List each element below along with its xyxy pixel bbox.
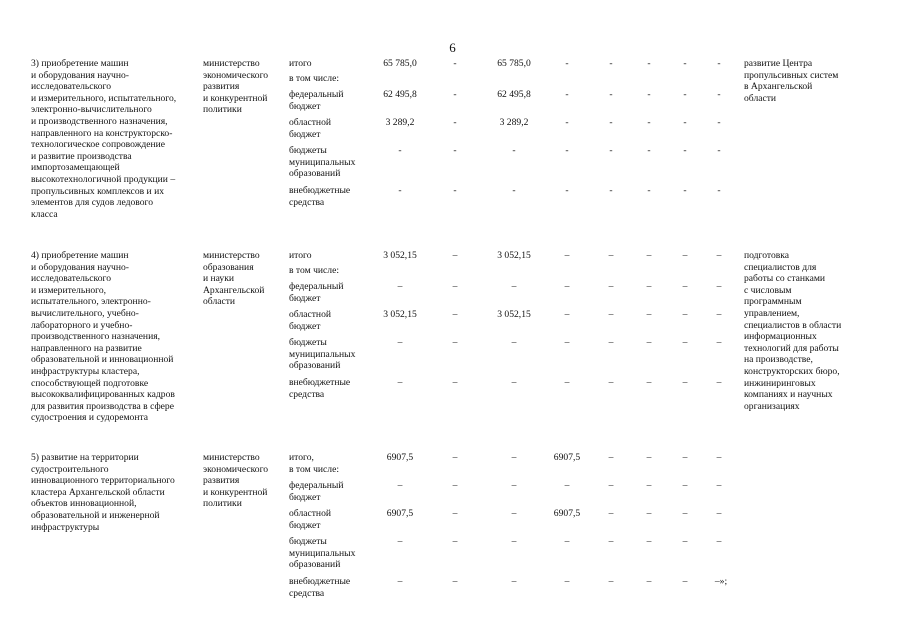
value-cell: –	[452, 377, 458, 388]
value-cell: -	[609, 185, 613, 196]
value-cell: –	[608, 309, 614, 320]
source-cell: федеральный бюджет	[289, 480, 344, 503]
value-cell: -	[453, 58, 457, 69]
value-cell: -	[565, 58, 569, 69]
value-cell: -	[453, 185, 457, 196]
value-cell: –	[511, 508, 517, 519]
value-cell: –	[682, 309, 688, 320]
value-cell: -	[512, 145, 516, 156]
value-cell: –	[646, 377, 652, 388]
value-cell: 3 052,15	[383, 309, 417, 320]
value-cell: –	[608, 508, 614, 519]
value-cell: -	[565, 117, 569, 128]
value-cell: –	[682, 508, 688, 519]
value-cell: –	[511, 536, 517, 547]
value-cell: -	[453, 117, 457, 128]
source-cell: федеральный бюджет	[289, 89, 344, 112]
value-cell: –	[452, 309, 458, 320]
value-cell: –	[452, 576, 458, 587]
value-cell: –	[608, 250, 614, 261]
value-cell: –	[511, 452, 517, 463]
value-cell: -	[717, 145, 721, 156]
result-cell: развитие Центра пропульсивных систем в Архангельской области	[744, 58, 839, 104]
source-cell: итого	[289, 250, 312, 261]
source-cell: внебюджетные средства	[289, 185, 351, 208]
value-cell: -	[609, 58, 613, 69]
value-cell: –»;	[714, 576, 728, 587]
value-cell: –	[716, 452, 722, 463]
value-cell: -	[609, 89, 613, 100]
value-cell: -	[453, 145, 457, 156]
result-cell: подготовка специалистов для работы со станками с числовым программным управлением, специалистов в области информационных технологий для работы на производстве, конструкторских бюро, инжиниринговых компаниях и научных организациях	[744, 250, 842, 412]
value-cell: –	[511, 281, 517, 292]
value-cell: –	[452, 480, 458, 491]
value-cell: –	[646, 576, 652, 587]
value-cell: –	[608, 536, 614, 547]
value-cell: –	[452, 337, 458, 348]
value-cell: -	[683, 58, 687, 69]
source-cell: бюджеты муниципальных образований	[289, 145, 356, 180]
value-cell: –	[452, 452, 458, 463]
value-cell: -	[683, 185, 687, 196]
value-cell: -	[717, 58, 721, 69]
value-cell: -	[683, 145, 687, 156]
value-cell: -	[398, 185, 402, 196]
value-cell: –	[564, 250, 570, 261]
value-cell: –	[682, 281, 688, 292]
value-cell: 65 785,0	[383, 58, 417, 69]
value-cell: –	[716, 508, 722, 519]
value-cell: 62 495,8	[383, 89, 417, 100]
measure-cell: 4) приобретение машин и оборудования научно- исследовательского и измерительного, испытательного, электронно- вычислительного, учебно- лабораторного и учебно- производственного назначения, направленного на развитие образовательной и инновационной инфраструктуры кластера, способствующей подготовке высококвалифицированных кадров для развития производства в сфере судостроения и судоремонта	[31, 250, 175, 424]
page-number: 6	[449, 40, 456, 55]
value-cell: –	[608, 377, 614, 388]
value-cell: –	[646, 309, 652, 320]
value-cell: 65 785,0	[497, 58, 531, 69]
value-cell: –	[646, 452, 652, 463]
value-cell: -	[647, 58, 651, 69]
value-cell: –	[682, 452, 688, 463]
value-cell: –	[397, 480, 403, 491]
value-cell: –	[397, 536, 403, 547]
value-cell: -	[609, 117, 613, 128]
value-cell: 3 052,15	[383, 250, 417, 261]
value-cell: –	[452, 281, 458, 292]
value-cell: –	[564, 480, 570, 491]
value-cell: –	[608, 452, 614, 463]
value-cell: -	[647, 145, 651, 156]
source-cell: в том числе:	[289, 265, 340, 276]
value-cell: –	[511, 576, 517, 587]
value-cell: –	[716, 309, 722, 320]
value-cell: –	[646, 480, 652, 491]
value-cell: –	[564, 337, 570, 348]
value-cell: –	[716, 337, 722, 348]
value-cell: -	[398, 145, 402, 156]
value-cell: –	[716, 281, 722, 292]
value-cell: –	[452, 250, 458, 261]
value-cell: 6907,5	[553, 452, 581, 463]
value-cell: –	[511, 337, 517, 348]
value-cell: -	[717, 117, 721, 128]
value-cell: -	[717, 185, 721, 196]
value-cell: –	[564, 576, 570, 587]
value-cell: -	[647, 117, 651, 128]
value-cell: –	[564, 309, 570, 320]
measure-cell: 3) приобретение машин и оборудования научно- исследовательского и измерительного, испытательного, электронно-вычислительного и производственного назначения, направленного на конструкторско- технологическое сопровождение и развитие производства импортозамещающей высокотехнологичной продукции – пропульсивных комплексов и их элементов для судов ледового класса	[31, 58, 177, 220]
value-cell: -	[683, 89, 687, 100]
source-cell: бюджеты муниципальных образований	[289, 536, 356, 571]
source-cell: внебюджетные средства	[289, 576, 351, 599]
value-cell: -	[647, 89, 651, 100]
value-cell: –	[397, 281, 403, 292]
value-cell: –	[646, 337, 652, 348]
value-cell: –	[682, 377, 688, 388]
value-cell: –	[682, 480, 688, 491]
value-cell: –	[646, 536, 652, 547]
value-cell: –	[716, 377, 722, 388]
value-cell: –	[564, 536, 570, 547]
value-cell: -	[565, 185, 569, 196]
value-cell: 3 052,15	[497, 250, 531, 261]
value-cell: –	[716, 250, 722, 261]
value-cell: -	[647, 185, 651, 196]
executor-cell: министерство экономического развития и конкурентной политики	[203, 452, 269, 510]
value-cell: –	[511, 377, 517, 388]
value-cell: -	[717, 89, 721, 100]
value-cell: –	[716, 480, 722, 491]
value-cell: –	[397, 377, 403, 388]
measure-cell: 5) развитие на территории судостроительного инновационного территориального кластера Архангельской области объектов инновационной, образовательной и инженерной инфраструктуры	[31, 452, 175, 533]
source-cell: федеральный бюджет	[289, 281, 344, 304]
value-cell: –	[682, 536, 688, 547]
value-cell: –	[564, 377, 570, 388]
source-cell: бюджеты муниципальных образований	[289, 337, 356, 372]
value-cell: –	[608, 480, 614, 491]
value-cell: –	[608, 337, 614, 348]
value-cell: –	[452, 508, 458, 519]
source-cell: внебюджетные средства	[289, 377, 351, 400]
executor-cell: министерство образования и науки Архангельской области	[203, 250, 265, 308]
source-cell: в том числе:	[289, 73, 340, 84]
executor-cell: министерство экономического развития и конкурентной политики	[203, 58, 269, 116]
value-cell: -	[565, 89, 569, 100]
value-cell: –	[397, 337, 403, 348]
value-cell: –	[511, 480, 517, 491]
value-cell: 6907,5	[553, 508, 581, 519]
source-cell: итого, в том числе:	[289, 452, 340, 475]
value-cell: 3 289,2	[385, 117, 415, 128]
source-cell: итого	[289, 58, 312, 69]
value-cell: –	[646, 281, 652, 292]
source-cell: областной бюджет	[289, 309, 332, 332]
value-cell: -	[512, 185, 516, 196]
value-cell: -	[453, 89, 457, 100]
value-cell: -	[609, 145, 613, 156]
value-cell: 62 495,8	[497, 89, 531, 100]
source-cell: областной бюджет	[289, 117, 332, 140]
value-cell: 3 289,2	[499, 117, 529, 128]
value-cell: 3 052,15	[497, 309, 531, 320]
value-cell: -	[683, 117, 687, 128]
value-cell: –	[608, 576, 614, 587]
value-cell: 6907,5	[386, 452, 414, 463]
value-cell: -	[565, 145, 569, 156]
source-cell: областной бюджет	[289, 508, 332, 531]
value-cell: –	[564, 281, 570, 292]
value-cell: –	[646, 508, 652, 519]
value-cell: –	[682, 337, 688, 348]
value-cell: –	[682, 576, 688, 587]
value-cell: –	[682, 250, 688, 261]
value-cell: –	[452, 536, 458, 547]
value-cell: –	[716, 536, 722, 547]
value-cell: 6907,5	[386, 508, 414, 519]
value-cell: –	[646, 250, 652, 261]
value-cell: –	[397, 576, 403, 587]
value-cell: –	[608, 281, 614, 292]
